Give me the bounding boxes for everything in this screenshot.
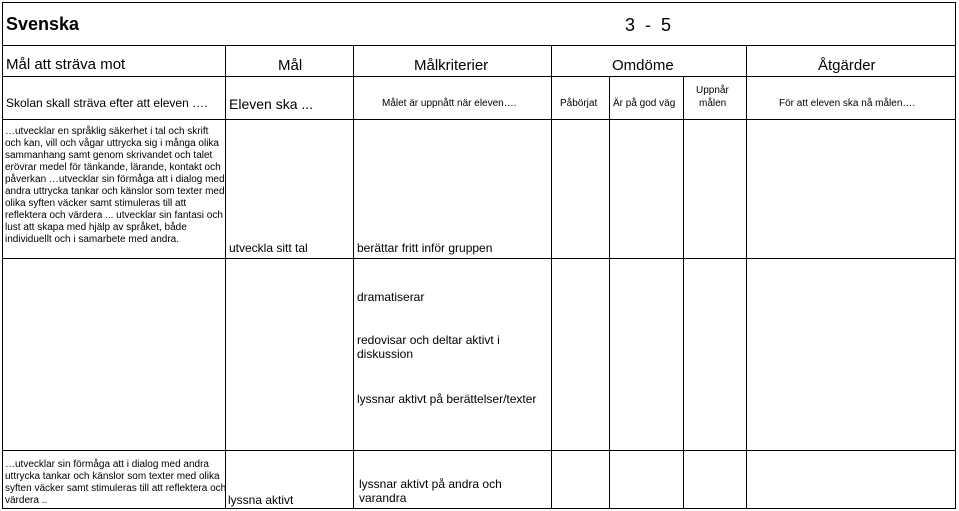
subheader-started: Påbörjat	[560, 98, 598, 109]
divider	[353, 45, 354, 509]
divider	[746, 45, 747, 509]
divider	[2, 450, 956, 451]
goal-text: …utvecklar sin förmåga att i dialog med andra uttrycka tankar och känslor som texter med olika syften väcker samt stimuleras till att reflektera och värdera ..	[5, 459, 227, 506]
subheader-action: För att eleven ska nå målen….	[779, 98, 916, 109]
divider	[2, 76, 956, 77]
column-header-mal: Mål	[278, 57, 303, 74]
column-header-assessment: Omdöme	[612, 57, 674, 74]
subheader-school: Skolan skall sträva efter att eleven ….	[6, 96, 208, 110]
subheader-on-track: Är på god väg	[613, 98, 676, 109]
goal-text: …utvecklar en språklig säkerhet i tal och skrift och kan, vill och vågar uttrycka sig i många olika sammanhang samt genom skrivandet och talet erövrar medel för tänkande, lärande, kontakt och påverkan …utvecklar sin förmåga att i dialog med andra uttrycka tankar och känslor som texter med olika syften väcker samt stimuleras till att reflektera och värdera ... utvecklar sin fantasi och lust att skapa med hjälp av språket, både individuellt och i samarbete med andra.	[5, 126, 225, 245]
column-header-goals: Mål att sträva mot	[6, 56, 126, 73]
divider	[551, 45, 552, 509]
criteria-text: dramatiserar	[357, 290, 425, 304]
mal-text: utveckla sitt tal	[229, 241, 308, 255]
criteria-text: lyssnar aktivt på berättelser/texter	[357, 392, 537, 406]
column-header-actions: Åtgärder	[818, 57, 876, 74]
mal-text: lyssna aktivt	[228, 493, 294, 507]
divider	[2, 119, 956, 120]
divider	[2, 45, 956, 46]
divider	[225, 45, 226, 509]
divider	[609, 76, 610, 509]
subheader-student: Eleven ska ...	[229, 96, 314, 112]
grade-range: 3 - 5	[625, 15, 672, 35]
divider	[683, 76, 684, 509]
criteria-text: lyssnar aktivt på andra och varandra	[359, 477, 502, 505]
divider	[2, 258, 956, 259]
subheader-achieves: målen	[699, 98, 727, 109]
subject-title: Svenska	[6, 14, 80, 34]
subheader-achieved-when: Målet är uppnått när eleven….	[382, 98, 517, 109]
criteria-text: redovisar och deltar aktivt i diskussion	[357, 333, 500, 361]
column-header-criteria: Målkriterier	[414, 57, 489, 74]
subheader-achieves: Uppnår	[696, 85, 729, 96]
criteria-text: berättar fritt inför gruppen	[357, 241, 493, 255]
